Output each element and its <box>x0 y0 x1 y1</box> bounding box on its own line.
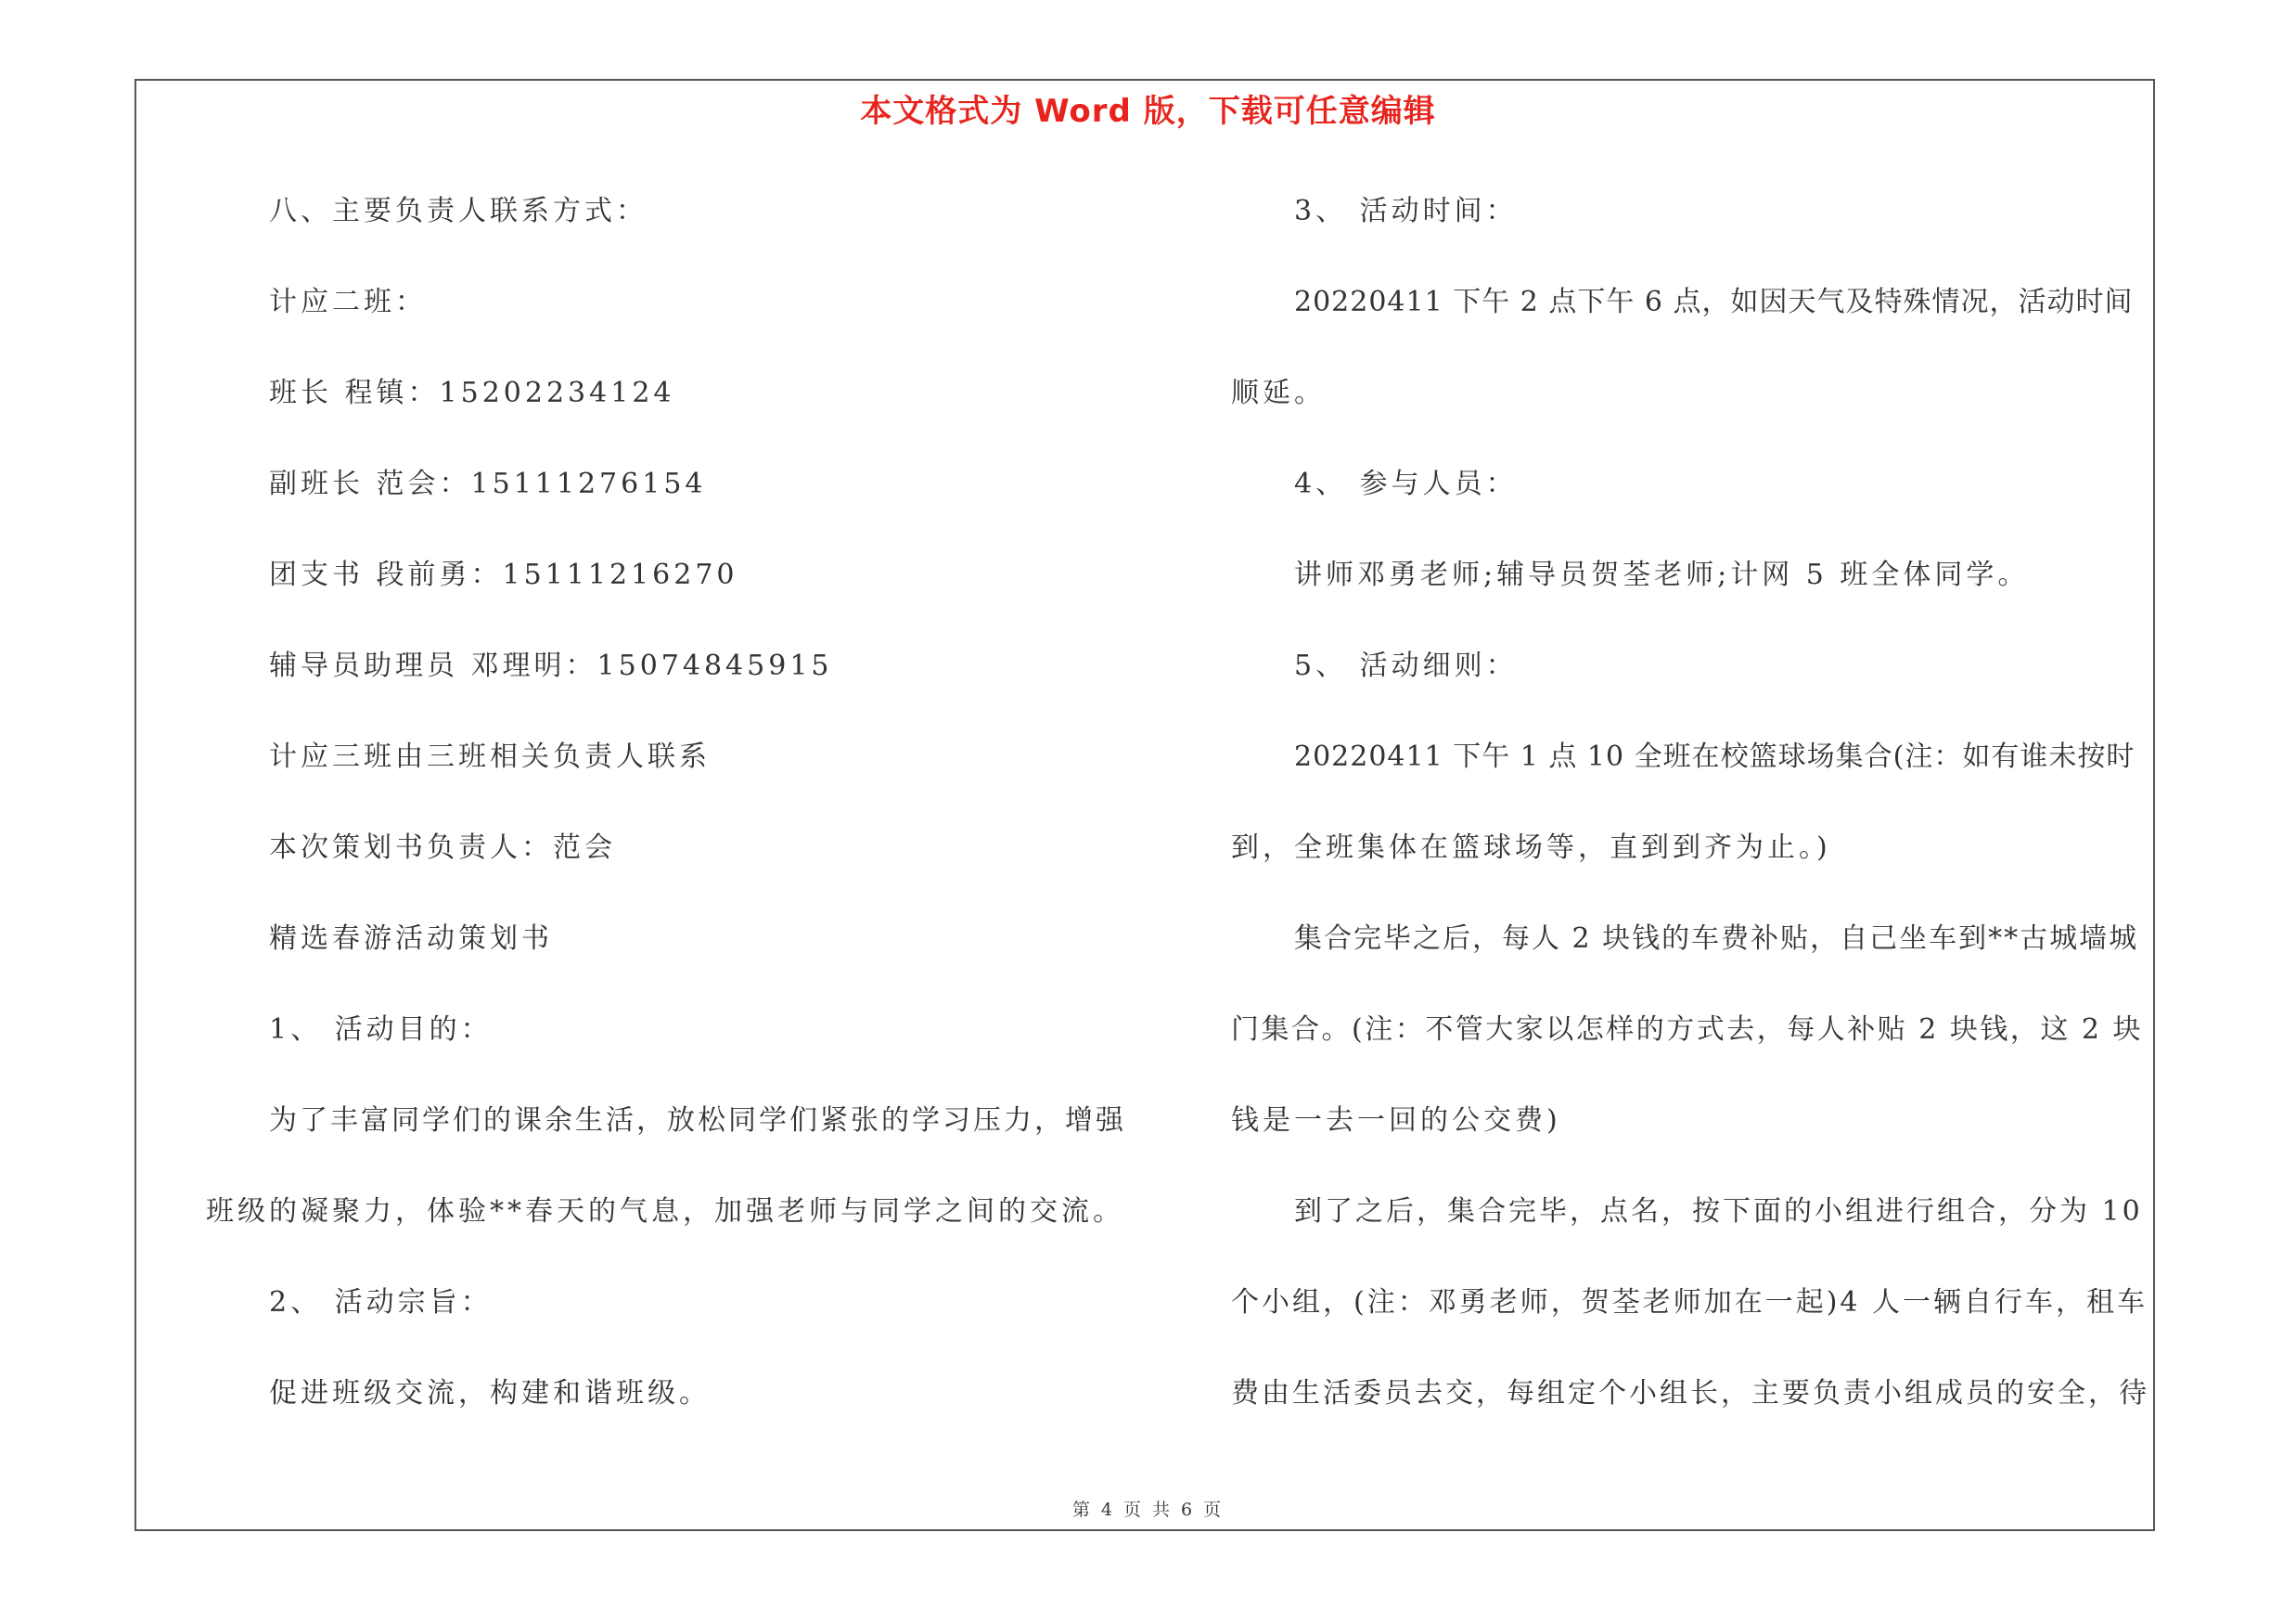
text-line: 20220411 下午 2 点下午 6 点，如因天气及特殊情况，活动时间 <box>1294 286 2134 318</box>
text-line: 3、 活动时间： <box>1294 195 1518 227</box>
text-line: 团支书 段前勇：15111216270 <box>269 559 738 591</box>
text-line: 1、 活动目的： <box>269 1013 493 1046</box>
text-line: 班级的凝聚力，体验**春天的气息，加强老师与同学之间的交流。 <box>206 1195 1124 1228</box>
text-line: 辅导员助理员 邓理明：15074845915 <box>269 650 833 682</box>
text-line: 5、 活动细则： <box>1294 650 1518 682</box>
text-line: 本次策划书负责人：范会 <box>269 831 616 864</box>
text-line: 精选春游活动策划书 <box>269 922 553 955</box>
text-line: 集合完毕之后，每人 2 块钱的车费补贴，自己坐车到**古城墙城 <box>1294 922 2139 955</box>
text-line: 计应二班： <box>269 286 427 318</box>
text-line: 到了之后，集合完毕，点名，按下面的小组进行组合，分为 10 <box>1294 1195 2143 1228</box>
text-line: 到，全班集体在篮球场等，直到到齐为止。) <box>1231 831 1831 864</box>
page-number: 第 4 页 共 6 页 <box>1071 1500 1225 1520</box>
text-line: 2、 活动宗旨： <box>269 1286 493 1319</box>
text-line: 个小组，(注：邓勇老师，贺荃老师加在一起)4 人一辆自行车，租车 <box>1231 1286 2148 1319</box>
text-line: 八、主要负责人联系方式： <box>269 195 648 227</box>
text-line: 门集合。(注：不管大家以怎样的方式去，每人补贴 2 块钱，这 2 块 <box>1231 1013 2144 1046</box>
text-line: 费由生活委员去交，每组定个小组长，主要负责小组成员的安全，待 <box>1231 1377 2149 1410</box>
text-line: 20220411 下午 1 点 10 全班在校篮球场集合(注：如有谁未按时 <box>1294 741 2136 773</box>
text-line: 班长 程镇：15202234124 <box>269 377 675 409</box>
text-line: 为了丰富同学们的课余生活，放松同学们紧张的学习压力，增强 <box>269 1104 1126 1137</box>
text-line: 副班长 范会：15111276154 <box>269 468 707 500</box>
text-line: 计应三班由三班相关负责人联系 <box>269 741 711 773</box>
text-line: 顺延。 <box>1231 377 1326 409</box>
text-line: 促进班级交流，构建和谐班级。 <box>269 1377 711 1410</box>
text-line: 讲师邓勇老师;辅导员贺荃老师;计网 5 班全体同学。 <box>1294 559 2030 591</box>
text-line: 钱是一去一回的公交费) <box>1231 1104 1561 1137</box>
text-line: 4、 参与人员： <box>1294 468 1518 500</box>
document-header: 本文格式为 Word 版，下载可任意编辑 <box>860 93 1436 130</box>
